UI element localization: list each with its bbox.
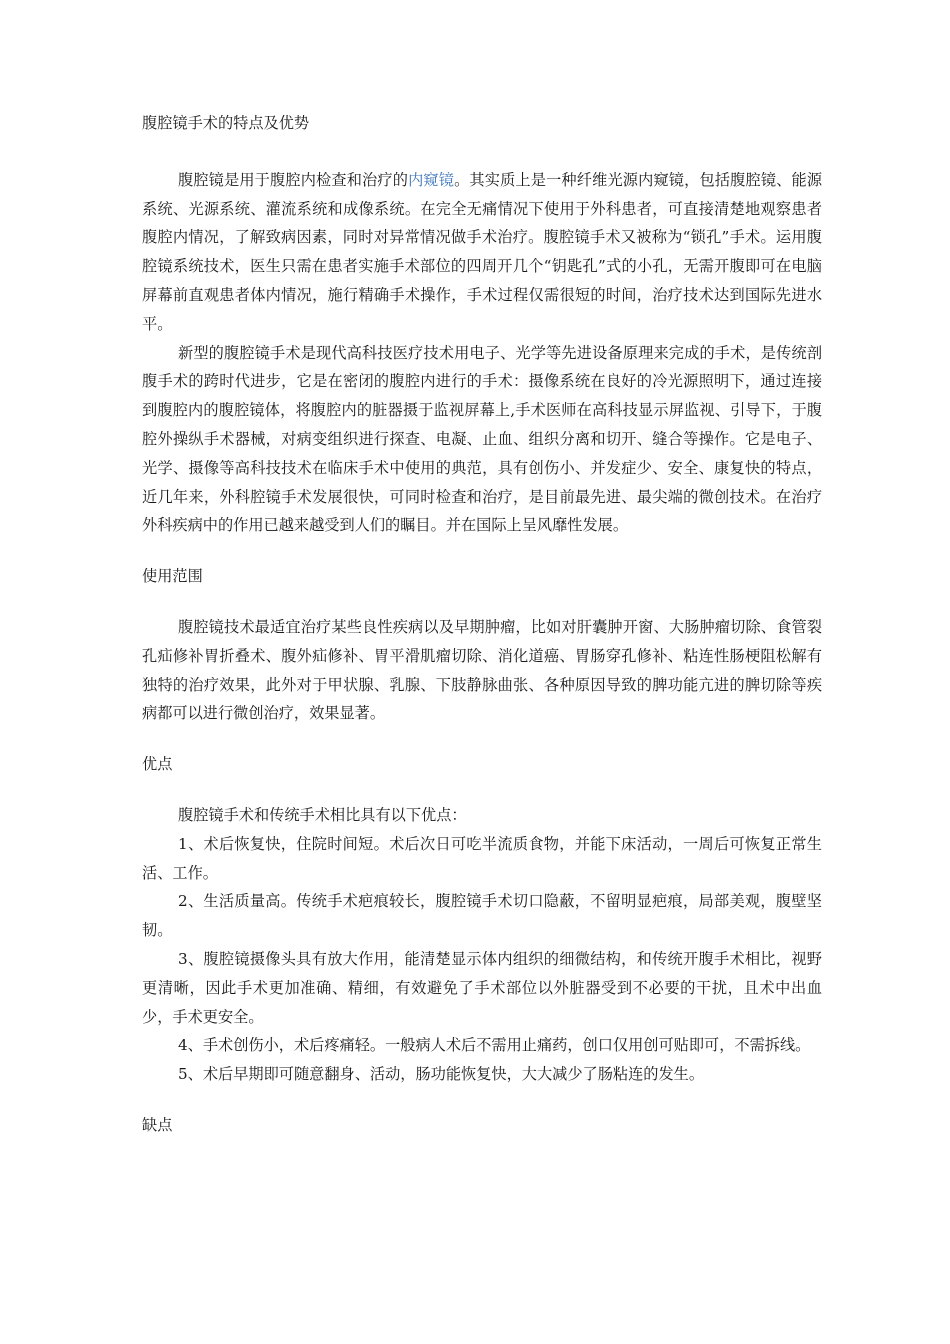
spacer <box>142 591 822 613</box>
advantage-item-2: 2、生活质量高。传统手术疤痕较长，腹腔镜手术切口隐蔽，不留明显疤痕，局部美观，腹壁坚韧。 <box>142 892 822 940</box>
advantage-item-1: 1、术后恢复快，住院时间短。术后次日可吃半流质食物，并能下床活动，一周后可恢复正常生活、工作。 <box>142 834 822 882</box>
intro-paragraph-2: 新型的腹腔镜手术是现代高科技医疗技术用电子、光学等先进设备原理来完成的手术，是传统剖腹手术的跨时代进步，它是在密闭的腹腔内进行的手术：摄像系统在良好的冷光源照明下，通过连接到腹腔内的腹腔镜体，将腹腔内的脏器摄于监视屏幕上,手术医师在高科技显示屏监视、引导下，于腹腔外操纵手术器械，对病变组织进行探查、电凝、止血、组织分离和切开、缝合等操作。它是电子、光学、摄像等高科技技术在临床手术中使用的典范，具有创伤小、并发症少、安全、康复快的特点，近几年来，外科腔镜手术发展很快，可同时检查和治疗，是目前最先进、最尖端的微创技术。在治疗外科疾病中的作用已越来越受到人们的瞩目。并在国际上呈风靡性发展。 <box>142 343 822 535</box>
intro-text-before-link: 腹腔镜是用于腹腔内检查和治疗的 <box>178 170 409 189</box>
document-title: 腹腔镜手术的特点及优势 <box>142 114 310 132</box>
advantage-item-5: 5、术后早期即可随意翻身、活动，肠功能恢复快，大大减少了肠粘连的发生。 <box>178 1065 705 1084</box>
scope-heading: 使用范围 <box>142 567 203 586</box>
document-body <box>142 109 822 1140</box>
intro-text-after-link: 。其实质上是一种纤维光源内窥镜，包括腹腔镜、能源系统、光源系统、灌流系统和成像系统。在完全无痛情况下使用于外科患者，可直接清楚地观察患者腹腔内情况，了解致病因素，同时对异常情况做手术治疗。腹腔镜手术又被称为“锁孔”手术。运用腹腔镜系统技术，医生只需在患者实施手术部位的四周开几个“钥匙孔”式的小孔，无需开腹即可在电脑屏幕前直观患者体内情况，施行精确手术操作，手术过程仅需很短的时间，治疗技术达到国际先进水平。 <box>142 170 823 333</box>
spacer <box>142 779 822 801</box>
scope-paragraph: 腹腔镜技术最适宜治疗某些良性疾病以及早期肿瘤，比如对肝囊肿开窗、大肠肿瘤切除、食管裂孔疝修补胃折叠术、腹外疝修补、胃平滑肌瘤切除、消化道癌、胃肠穿孔修补、粘连性肠梗阻松解有独特的治疗效果，此外对于甲状腺、乳腺、下肢静脉曲张、各种原因导致的脾功能亢进的脾切除等疾病都可以进行微创治疗，效果显著。 <box>142 617 822 723</box>
endoscope-link[interactable]: 内窥镜 <box>408 170 455 189</box>
spacer <box>142 1089 822 1111</box>
advantage-item-3: 3、腹腔镜摄像头具有放大作用，能清楚显示体内组织的细微结构，和传统开腹手术相比，视野更清晰，因此手术更加准确、精细，有效避免了手术部位以外脏器受到不必要的干扰，且术中出血少，手术更安全。 <box>142 949 822 1026</box>
spacer <box>142 138 822 166</box>
spacer <box>142 728 822 750</box>
advantages-heading: 优点 <box>142 755 173 774</box>
spacer <box>142 540 822 562</box>
advantages-intro: 腹腔镜手术和传统手术相比具有以下优点： <box>178 805 467 824</box>
advantage-item-4: 4、手术创伤小，术后疼痛轻。一般病人术后不需用止痛药，创口仅用创可贴即可，不需拆线。 <box>178 1036 811 1055</box>
disadvantages-heading: 缺点 <box>142 1115 173 1134</box>
intro-paragraph-1 <box>142 166 822 339</box>
